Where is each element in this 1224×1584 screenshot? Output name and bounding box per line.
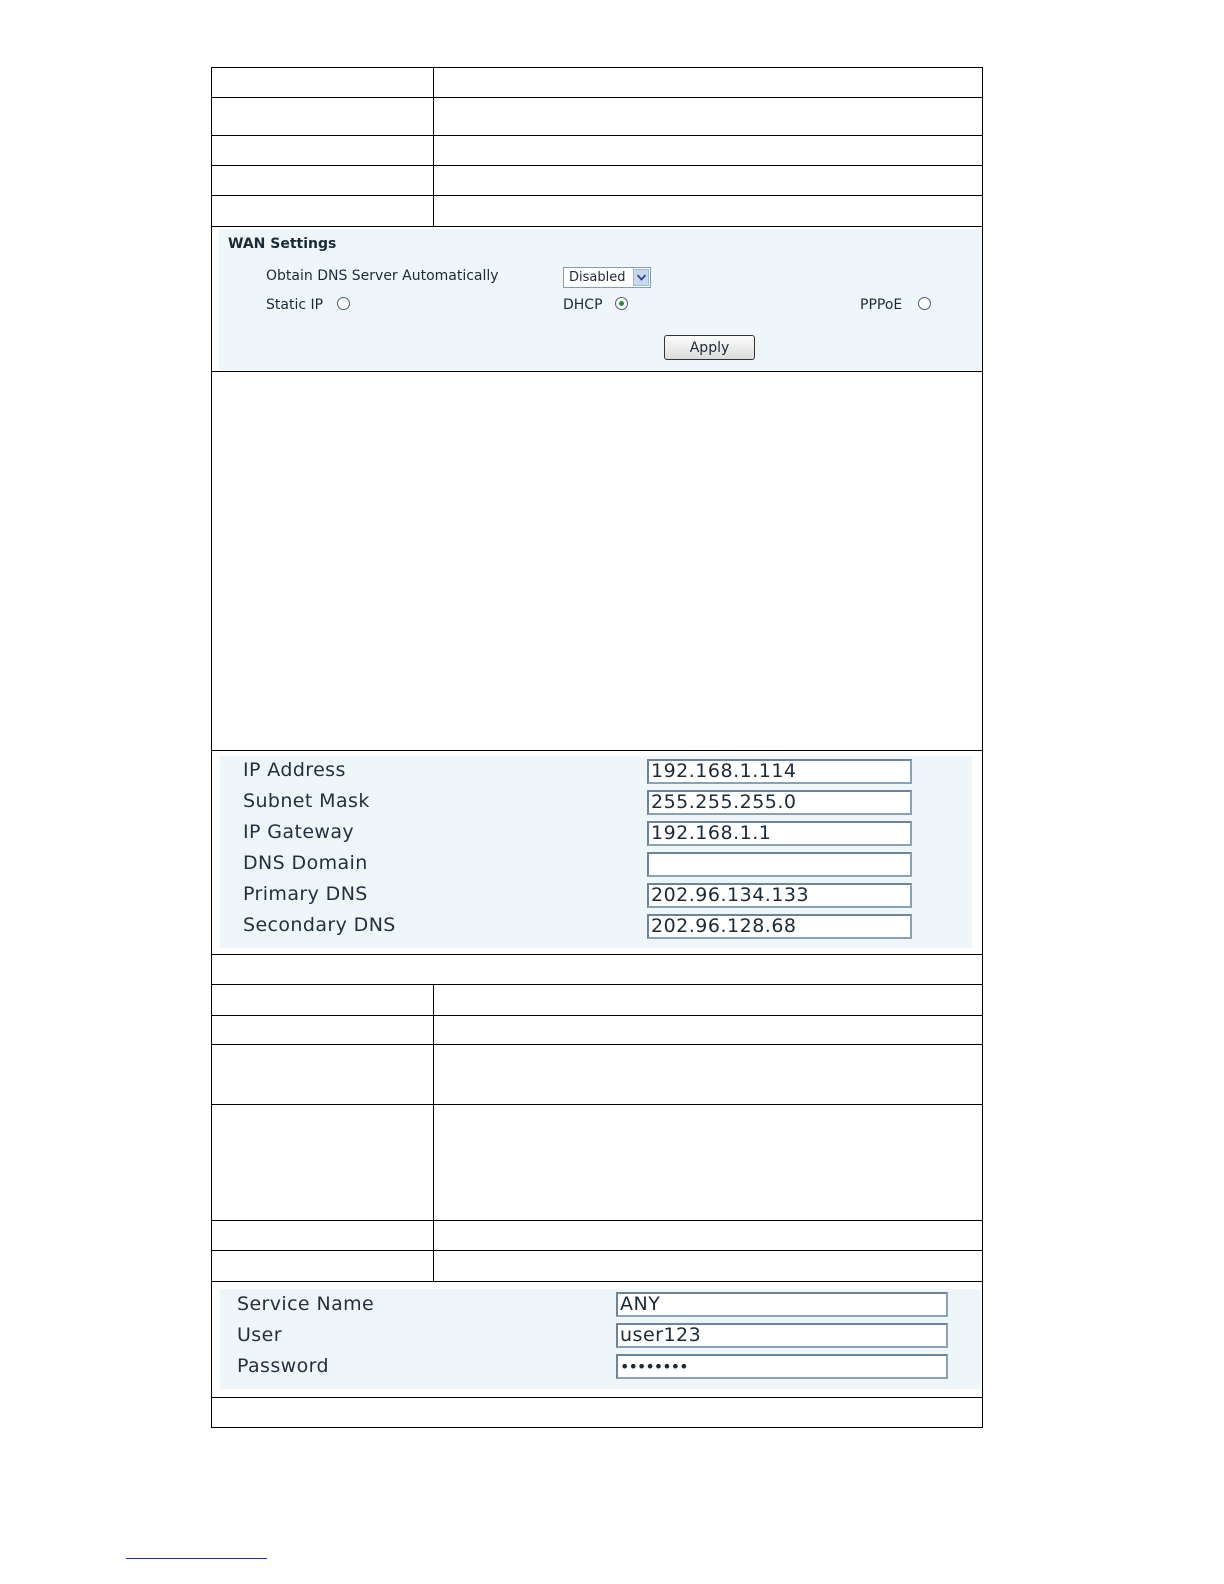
subnet-mask-label: Subnet Mask bbox=[243, 790, 370, 812]
table-row-divider bbox=[211, 1015, 983, 1016]
chevron-down-icon[interactable] bbox=[633, 269, 649, 286]
table-row-divider bbox=[211, 984, 983, 985]
user-value: user123 bbox=[620, 1324, 702, 1346]
table-row-divider bbox=[211, 1044, 983, 1045]
apply-button[interactable]: Apply bbox=[664, 335, 755, 360]
dns-auto-select[interactable] bbox=[563, 267, 651, 288]
primary-dns-value: 202.96.134.133 bbox=[651, 884, 810, 906]
primary-dns-input[interactable] bbox=[647, 883, 912, 908]
table-row-divider bbox=[211, 97, 983, 98]
user-input[interactable] bbox=[616, 1323, 948, 1348]
ip-gateway-value: 192.168.1.1 bbox=[651, 822, 772, 844]
static-ip-label: Static IP bbox=[266, 297, 324, 313]
primary-dns-label: Primary DNS bbox=[243, 883, 368, 905]
ip-address-input[interactable] bbox=[647, 759, 912, 784]
secondary-dns-label: Secondary DNS bbox=[243, 914, 396, 936]
ip-address-label: IP Address bbox=[243, 759, 346, 781]
service-name-label: Service Name bbox=[237, 1293, 375, 1315]
password-label: Password bbox=[237, 1355, 329, 1377]
password-input[interactable] bbox=[616, 1354, 948, 1379]
ip-gateway-input[interactable] bbox=[647, 821, 912, 846]
user-label: User bbox=[237, 1324, 282, 1346]
table-row-divider bbox=[211, 1281, 983, 1282]
radio-selected-dot bbox=[619, 301, 624, 306]
table-row-divider bbox=[211, 226, 983, 227]
table-row-divider bbox=[211, 954, 983, 955]
secondary-dns-input[interactable] bbox=[647, 914, 912, 939]
password-value: •••••••• bbox=[620, 1357, 688, 1376]
table-row-divider bbox=[211, 1104, 983, 1105]
secondary-dns-value: 202.96.128.68 bbox=[651, 915, 797, 937]
dns-domain-label: DNS Domain bbox=[243, 852, 368, 874]
pppoe-radio[interactable] bbox=[918, 297, 931, 310]
table-row-divider bbox=[211, 1250, 983, 1251]
table-row-divider bbox=[211, 750, 983, 751]
table-row-divider bbox=[211, 195, 983, 196]
dns-domain-input[interactable] bbox=[647, 852, 912, 877]
table-row-divider bbox=[211, 165, 983, 166]
dns-auto-label: Obtain DNS Server Automatically bbox=[266, 268, 499, 284]
dhcp-radio[interactable] bbox=[615, 297, 628, 310]
pppoe-label: PPPoE bbox=[860, 297, 903, 313]
table-row-divider bbox=[211, 135, 983, 136]
table-column-divider bbox=[433, 984, 434, 1281]
dns-auto-select-value: Disabled bbox=[569, 270, 626, 285]
subnet-mask-input[interactable] bbox=[647, 790, 912, 815]
service-name-value: ANY bbox=[620, 1293, 661, 1315]
table-row-divider bbox=[211, 371, 983, 372]
table-row-divider bbox=[211, 1397, 983, 1398]
static-ip-radio[interactable] bbox=[337, 297, 350, 310]
ip-gateway-label: IP Gateway bbox=[243, 821, 355, 843]
table-row-divider bbox=[211, 1220, 983, 1221]
ip-address-value: 192.168.1.114 bbox=[651, 760, 797, 782]
footnote-separator bbox=[126, 1558, 267, 1559]
subnet-mask-value: 255.255.255.0 bbox=[651, 791, 797, 813]
table-column-divider bbox=[433, 67, 434, 226]
service-name-input[interactable] bbox=[616, 1292, 948, 1317]
wan-settings-title: WAN Settings bbox=[228, 236, 337, 252]
dhcp-label: DHCP bbox=[563, 297, 603, 313]
